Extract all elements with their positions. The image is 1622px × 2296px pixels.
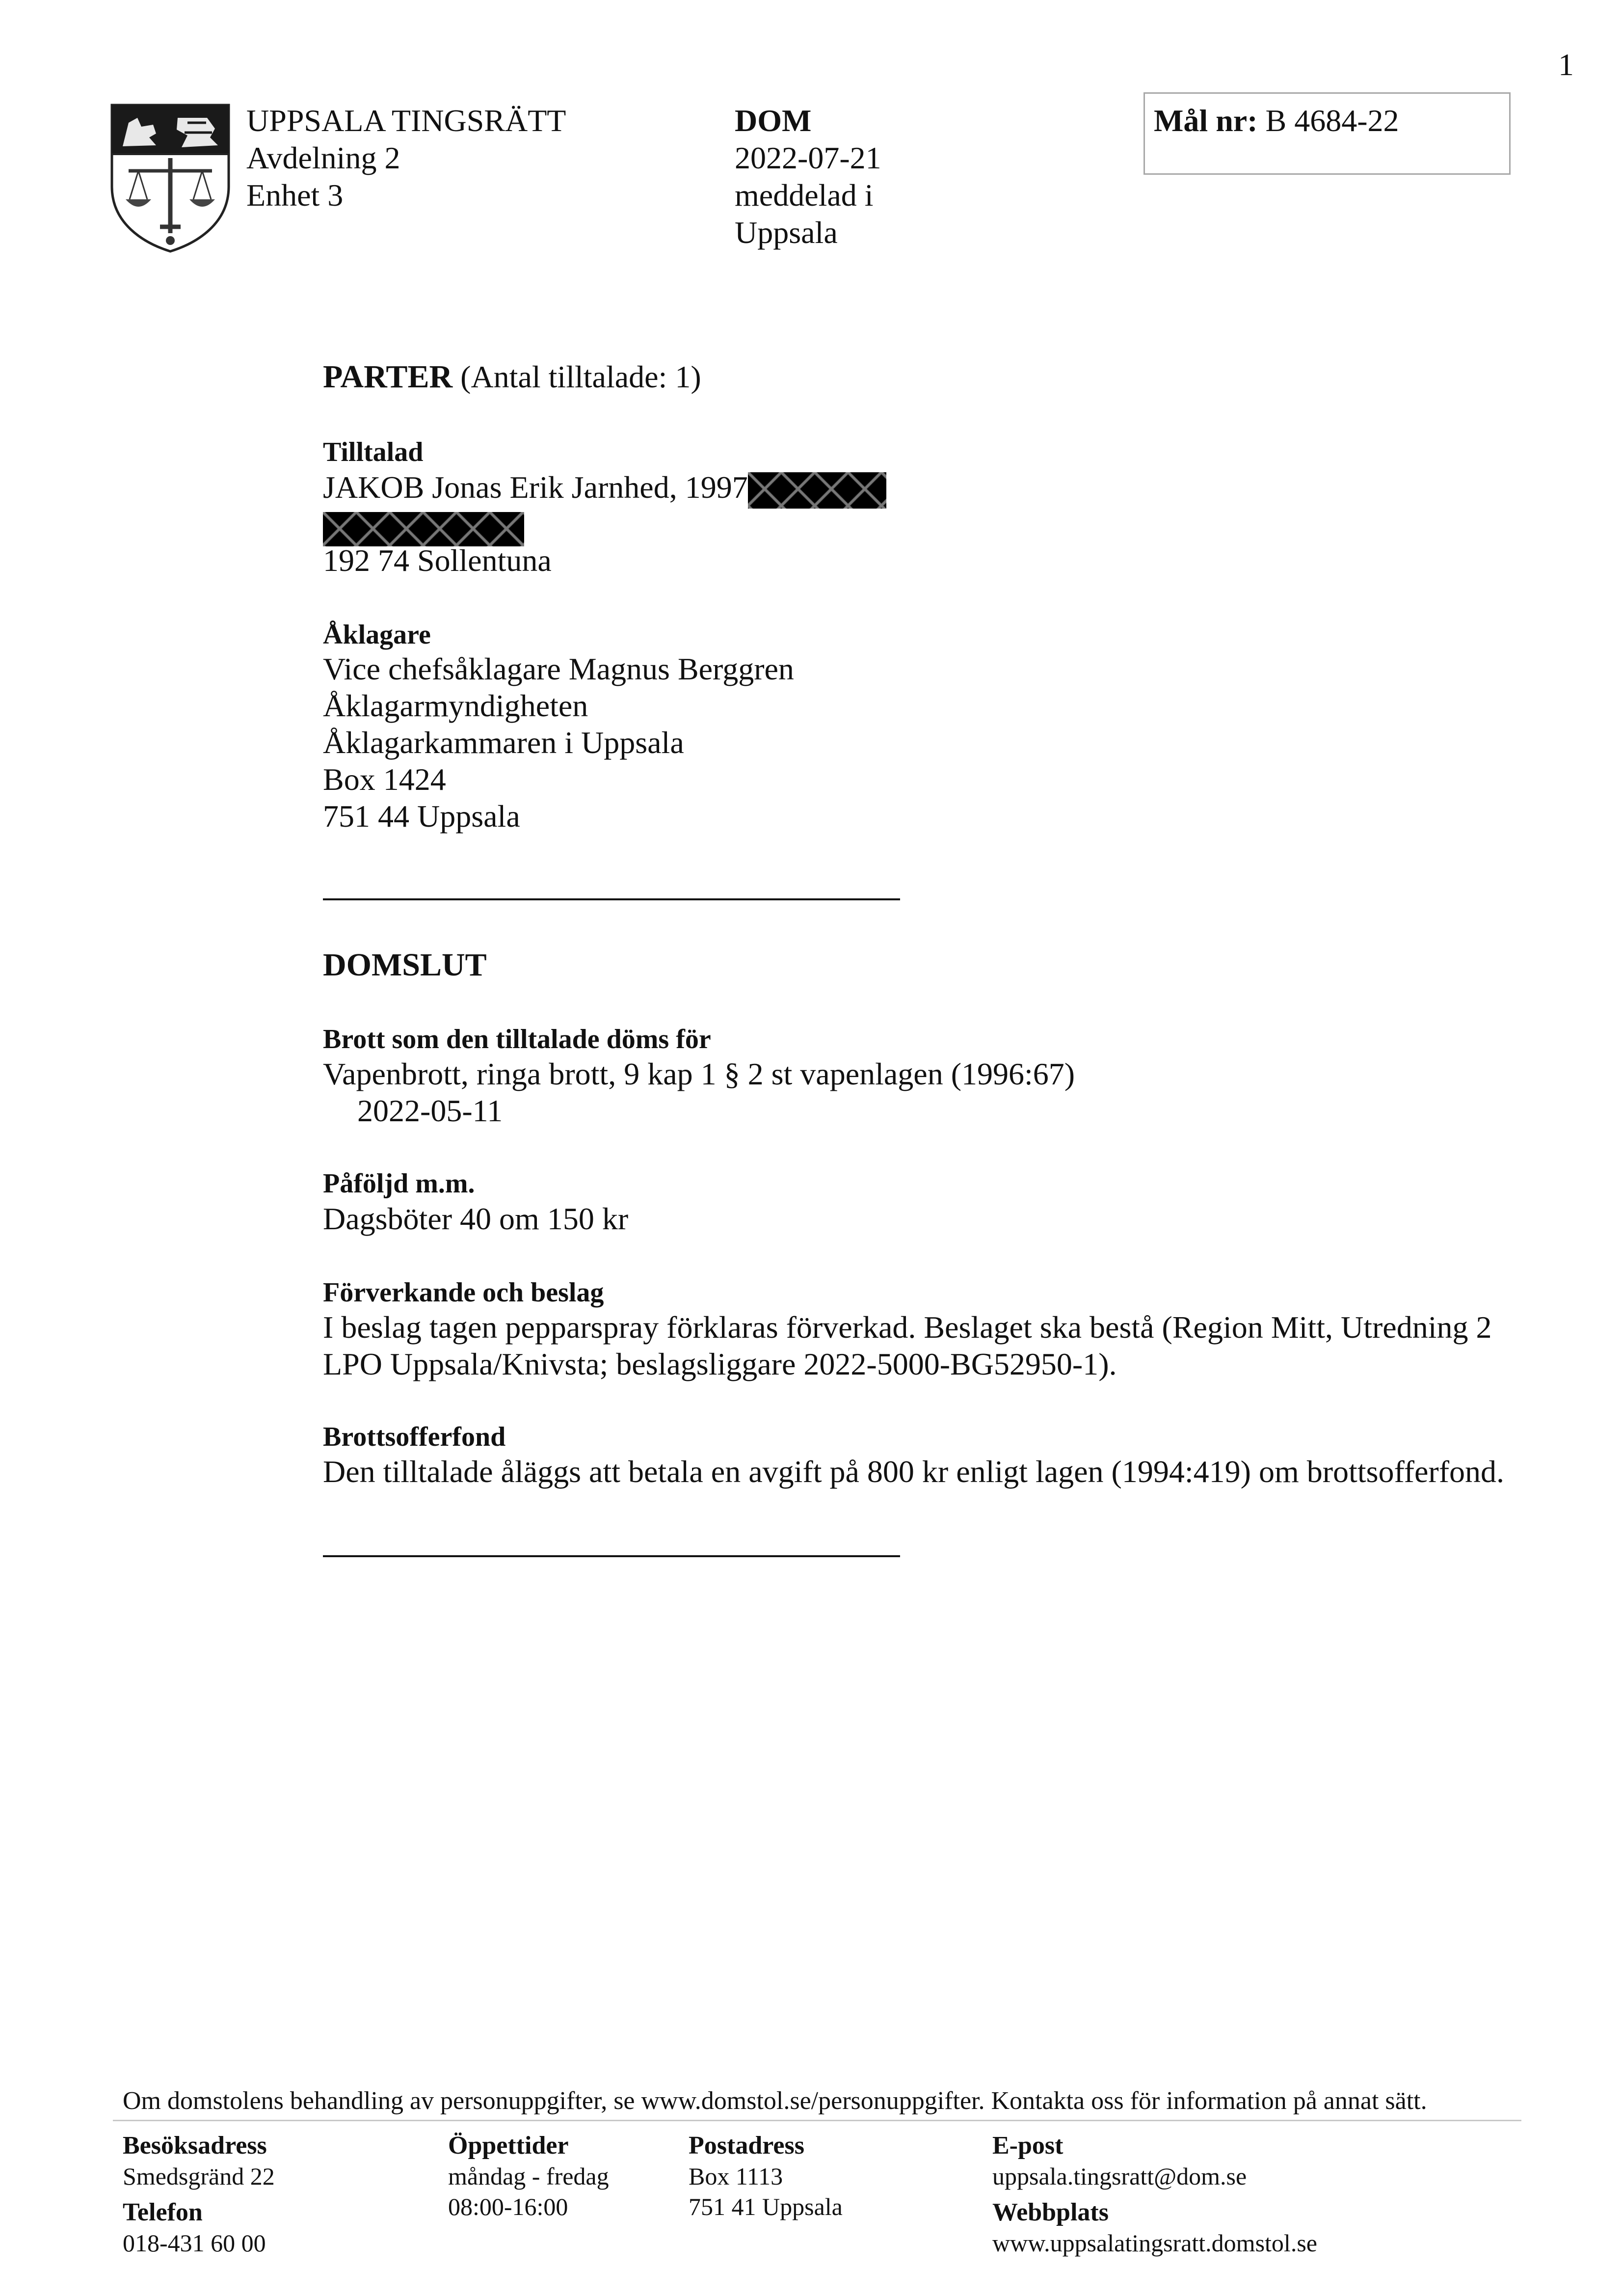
- fund-text: Den tilltalade åläggs att betala en avgift på 800 kr enligt lagen (1994:419) om brottsofferfond.: [323, 1454, 1504, 1489]
- court-unit: Enhet 3: [246, 178, 344, 213]
- opening-time: 08:00-16:00: [448, 2193, 568, 2220]
- case-number: B 4684-22: [1265, 103, 1399, 138]
- document-meta: [735, 102, 881, 251]
- redaction-box: [748, 472, 886, 509]
- prosecutor-label: Åklagare: [323, 620, 431, 650]
- opening-hours-label: Öppettider: [448, 2132, 569, 2160]
- forfeit-label: Förverkande och beslag: [323, 1277, 604, 1308]
- forfeit-text-line: I beslag tagen pepparspray förklaras förverkad. Beslaget ska bestå (Region Mitt, Utredning 2: [323, 1310, 1492, 1345]
- court-header: [246, 102, 566, 214]
- section-divider: [323, 1555, 900, 1557]
- redaction-box: [323, 512, 524, 546]
- defendant-name: JAKOB Jonas Erik Jarnhed, 1997: [323, 470, 748, 505]
- email-link[interactable]: uppsala.tingsratt@dom.se: [992, 2162, 1247, 2190]
- defendant-label: Tilltalad: [323, 437, 424, 467]
- footer-post-column: [689, 2131, 843, 2222]
- visit-address: Smedsgränd 22: [123, 2162, 275, 2190]
- penalty-text: Dagsböter 40 om 150 kr: [323, 1201, 629, 1236]
- phone-number: 018-431 60 00: [123, 2229, 266, 2257]
- footer-contact-column: [992, 2131, 1317, 2258]
- court-division: Avdelning 2: [246, 140, 400, 175]
- postal-box: Box 1113: [689, 2162, 783, 2190]
- section-divider: [323, 898, 900, 900]
- crime-text: Vapenbrott, ringa brott, 9 kap 1 § 2 st vapenlagen (1996:67): [323, 1056, 1075, 1091]
- parter-heading: PARTER: [323, 359, 453, 395]
- issued-place: Uppsala: [735, 215, 838, 250]
- page-number: 1: [1558, 47, 1574, 82]
- parter-heading-line: [323, 358, 701, 395]
- case-number-box: [1143, 92, 1511, 175]
- court-crest-icon: [109, 103, 232, 253]
- case-number-label: Mål nr:: [1154, 103, 1258, 138]
- defendant-name-line: [323, 469, 886, 509]
- prosecutor-line: Åklagarmyndigheten: [323, 688, 588, 723]
- footer-visit-column: [123, 2131, 275, 2258]
- prosecutor-line: 751 44 Uppsala: [323, 799, 520, 834]
- crime-date: 2022-05-11: [357, 1093, 503, 1128]
- phone-label: Telefon: [123, 2198, 203, 2226]
- website-link[interactable]: www.uppsalatingsratt.domstol.se: [992, 2229, 1317, 2257]
- prosecutor-line: Vice chefsåklagare Magnus Berggren: [323, 651, 794, 686]
- document-date: 2022-07-21: [735, 140, 881, 175]
- privacy-note: Om domstolens behandling av personuppgifter, se www.domstol.se/personuppgifter. Kontakta oss för information på annat sätt.: [123, 2087, 1427, 2115]
- prosecutor-line: Åklagarkammaren i Uppsala: [323, 725, 684, 760]
- postal-city: 751 41 Uppsala: [689, 2193, 843, 2220]
- defendant-address-line: [323, 508, 524, 546]
- issued-label: meddelad i: [735, 178, 874, 213]
- footer-divider: [113, 2120, 1521, 2121]
- domslut-heading: DOMSLUT: [323, 947, 487, 983]
- defendant-postal: 192 74 Sollentuna: [323, 543, 552, 578]
- opening-days: måndag - fredag: [448, 2162, 609, 2190]
- website-label: Webbplats: [992, 2198, 1109, 2226]
- forfeit-text-line: LPO Uppsala/Knivsta; beslagsliggare 2022-5000-BG52950-1).: [323, 1347, 1117, 1381]
- postal-address-label: Postadress: [689, 2132, 804, 2160]
- document-type: DOM: [735, 103, 812, 138]
- footer-hours-column: [448, 2131, 609, 2222]
- visit-address-label: Besöksadress: [123, 2132, 267, 2160]
- email-label: E-post: [992, 2132, 1064, 2160]
- fund-label: Brottsofferfond: [323, 1422, 506, 1452]
- court-name: UPPSALA TINGSRÄTT: [246, 103, 566, 138]
- crime-label: Brott som den tilltalade döms för: [323, 1024, 711, 1054]
- prosecutor-line: Box 1424: [323, 762, 446, 797]
- penalty-label: Påföljd m.m.: [323, 1168, 475, 1199]
- parter-count: (Antal tilltalade: 1): [460, 359, 701, 394]
